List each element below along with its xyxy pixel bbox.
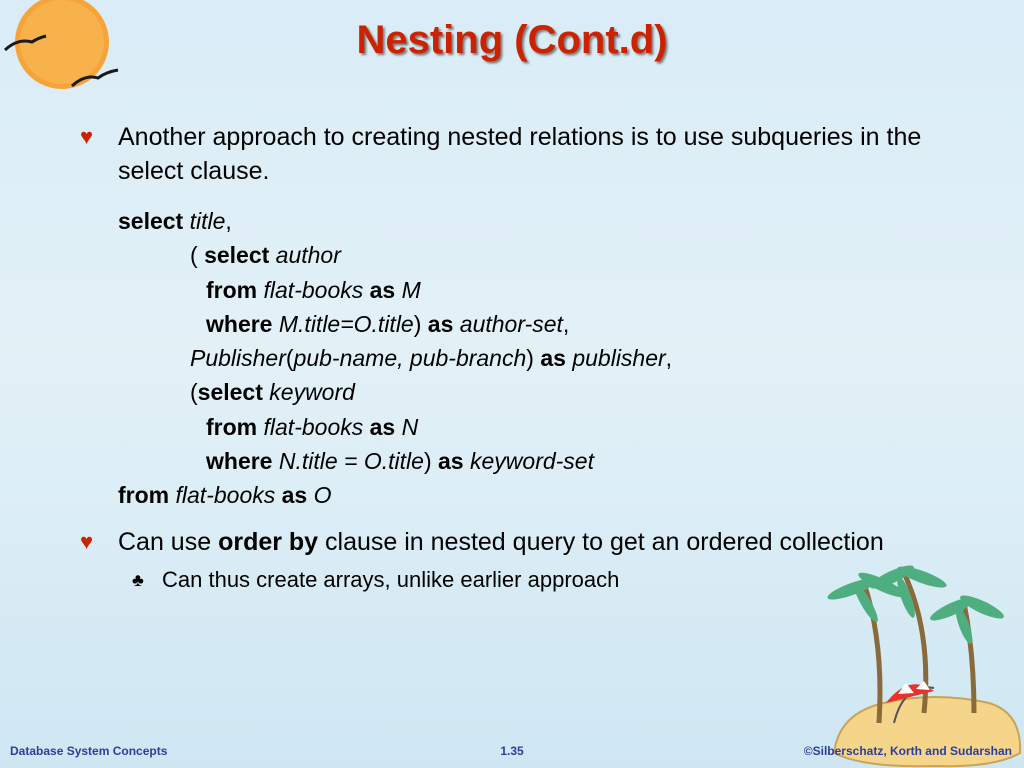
code-line-7 xyxy=(118,410,980,444)
identifier: N xyxy=(401,413,419,440)
keyword-as: as xyxy=(427,310,454,337)
island-palm-decoration xyxy=(824,563,1024,768)
keyword-from: from xyxy=(118,482,170,509)
identifier: N.title = O.title xyxy=(278,448,424,475)
punctuation: , xyxy=(225,208,232,234)
bullet-2-text xyxy=(118,528,884,556)
code-line-5 xyxy=(118,341,980,375)
punctuation: ) xyxy=(423,448,432,475)
keyword-from: from xyxy=(206,276,258,303)
keyword-select: select xyxy=(118,208,184,234)
punctuation: ( xyxy=(190,379,198,406)
keyword-as: as xyxy=(540,345,566,372)
footer-copyright: ©Silberschatz, Korth and Sudarshan xyxy=(803,744,1012,758)
punctuation: , xyxy=(562,310,570,337)
keyword-from: from xyxy=(206,413,258,440)
identifier: keyword xyxy=(269,379,355,406)
slide-content xyxy=(80,120,980,595)
identifier: keyword-set xyxy=(470,448,594,475)
keyword-where: where xyxy=(206,448,273,475)
code-line-8 xyxy=(118,444,980,478)
heart-bullet-icon: ♥ xyxy=(80,528,94,554)
bullet-2-keyword: order by xyxy=(218,527,319,556)
heart-bullet-icon: ♥ xyxy=(80,124,94,149)
footer-page-number: 1.35 xyxy=(500,744,524,758)
bullet-1 xyxy=(80,120,980,188)
code-line-3 xyxy=(118,273,980,307)
sub-bullet-1-text: Can thus create arrays, unlike earlier approach xyxy=(162,566,620,592)
punctuation: ( xyxy=(190,242,205,269)
punctuation: ( xyxy=(285,345,294,372)
club-bullet-icon: ♣ xyxy=(132,569,144,590)
identifier: publisher xyxy=(572,345,666,372)
code-line-4 xyxy=(118,307,980,341)
identifier: flat-books xyxy=(263,276,364,303)
bullet-2-part: clause in nested query to get an ordered collection xyxy=(318,527,884,556)
keyword-as: as xyxy=(369,276,396,303)
identifier: flat-books xyxy=(175,482,276,509)
identifier: M.title=O.title xyxy=(278,310,414,337)
keyword-as: as xyxy=(281,482,308,509)
bullet-1-text: Another approach to creating nested relations is to use subqueries in the select clause. xyxy=(118,123,922,185)
identifier: Publisher xyxy=(190,345,286,372)
identifier: title xyxy=(189,208,226,234)
identifier: M xyxy=(401,276,421,303)
slide-title: Nesting (Cont.d) xyxy=(356,18,668,62)
keyword-as: as xyxy=(369,413,396,440)
keyword-as: as xyxy=(438,448,464,475)
slide-footer xyxy=(0,744,1024,762)
sql-query-block xyxy=(118,204,980,513)
code-line-9 xyxy=(118,478,980,512)
keyword-select: select xyxy=(204,242,270,269)
keyword-where: where xyxy=(206,310,273,337)
code-line-6 xyxy=(118,375,980,409)
code-line-2 xyxy=(118,238,980,272)
keyword-select: select xyxy=(197,379,263,406)
punctuation: , xyxy=(665,345,673,372)
code-line-1 xyxy=(118,204,980,238)
identifier: pub-name, pub-branch xyxy=(293,345,527,372)
identifier: O xyxy=(313,482,332,509)
footer-left-text: Database System Concepts xyxy=(10,744,168,758)
bullet-2-part: Can use xyxy=(118,527,219,556)
punctuation: ) xyxy=(413,310,422,337)
identifier: flat-books xyxy=(263,413,364,440)
identifier: author-set xyxy=(459,310,563,337)
punctuation: ) xyxy=(526,345,534,372)
bullet-2 xyxy=(80,525,980,559)
identifier: author xyxy=(275,242,341,269)
